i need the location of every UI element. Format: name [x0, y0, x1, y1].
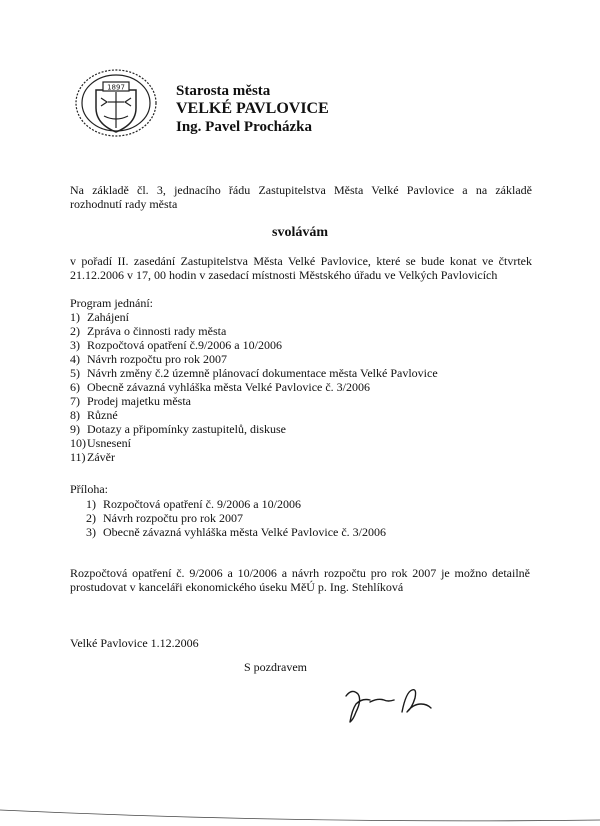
note-line-1: Rozpočtová opatření č. 9/2006 a 10/2006 a návrh rozpočtu pro rok 2007 je možno detailně	[70, 566, 530, 580]
signature	[340, 672, 460, 732]
attachment-item-number: 1)	[86, 497, 96, 511]
program-item-text: Návrh rozpočtu pro rok 2007	[87, 352, 227, 366]
program-item-number: 3)	[70, 338, 80, 352]
program-item	[70, 338, 438, 352]
note-line-2: prostudovat v kanceláři ekonomického úseku MěÚ p. Ing. Stehlíková	[70, 580, 404, 594]
seal-year: 1897	[107, 83, 125, 92]
program-item	[70, 380, 438, 394]
program-item-text: Dotazy a připomínky zastupitelů, diskuse	[87, 422, 286, 436]
program-item-number: 6)	[70, 380, 80, 394]
program-item	[70, 310, 438, 324]
intro-line-2: rozhodnutí rady města	[70, 197, 178, 211]
attachment-item-number: 2)	[86, 511, 96, 525]
scan-edge-line	[0, 790, 600, 826]
program-item-number: 4)	[70, 352, 80, 366]
program-item-number: 1)	[70, 310, 80, 324]
program-item-text: Návrh změny č.2 územně plánovací dokumentace města Velké Pavlovice	[87, 366, 438, 380]
attachment-item-text: Návrh rozpočtu pro rok 2007	[103, 511, 243, 525]
program-item-number: 2)	[70, 324, 80, 338]
attachment-item	[86, 511, 386, 525]
program-heading: Program jednání:	[70, 296, 153, 310]
attachment-item	[86, 497, 386, 511]
program-item-text: Zahájení	[87, 310, 129, 324]
header-mayor-name: Ing. Pavel Procházka	[176, 119, 312, 135]
meeting-line-1: v pořadí II. zasedání Zastupitelstva Města Velké Pavlovice, které se bude konat ve čtvrtek	[70, 254, 532, 268]
header-title: Starosta města	[176, 83, 271, 99]
attachment-heading: Příloha:	[70, 482, 108, 496]
attachment-item-number: 3)	[86, 525, 96, 539]
program-item-text: Různé	[87, 408, 118, 422]
attachment-list	[86, 497, 386, 539]
program-item-number: 8)	[70, 408, 80, 422]
program-list	[70, 310, 438, 464]
greeting: S pozdravem	[244, 660, 307, 674]
attachment-item	[86, 525, 386, 539]
program-item	[70, 366, 438, 380]
letterhead	[176, 82, 329, 136]
program-item	[70, 394, 438, 408]
program-item	[70, 422, 438, 436]
program-item-text: Obecně závazná vyhláška města Velké Pavlovice č. 3/2006	[87, 380, 371, 394]
program-item	[70, 436, 438, 450]
program-item-number: 11)	[70, 450, 86, 464]
program-item-text: Usnesení	[87, 436, 131, 450]
meeting-line-2: 21.12.2006 v 17, 00 hodin v zasedací místnosti Městského úřadu ve Velkých Pavlovicích	[70, 268, 498, 282]
intro-line-1: Na základě čl. 3, jednacího řádu Zastupitelstva Města Velké Pavlovice a na základě	[70, 183, 532, 197]
program-item-text: Zpráva o činnosti rady města	[87, 324, 227, 338]
program-item-number: 7)	[70, 394, 80, 408]
program-item	[70, 408, 438, 422]
intro-paragraph	[70, 183, 532, 211]
program-item-number: 9)	[70, 422, 80, 436]
program-item-text: Rozpočtová opatření č.9/2006 a 10/2006	[87, 338, 282, 352]
program-item	[70, 324, 438, 338]
note-paragraph	[70, 566, 530, 594]
town-seal-logo	[74, 68, 158, 138]
convene-heading: svolávám	[272, 225, 328, 240]
program-item-number: 10)	[70, 436, 86, 450]
attachment-item-text: Rozpočtová opatření č. 9/2006 a 10/2006	[103, 497, 301, 511]
program-item	[70, 352, 438, 366]
place-date: Velké Pavlovice 1.12.2006	[70, 636, 199, 650]
program-item	[70, 450, 438, 464]
meeting-paragraph	[70, 254, 532, 282]
header-town: VELKÉ PAVLOVICE	[176, 100, 329, 117]
program-item-text: Prodej majetku města	[87, 394, 191, 408]
program-item-text: Závěr	[87, 450, 115, 464]
program-item-number: 5)	[70, 366, 80, 380]
attachment-item-text: Obecně závazná vyhláška města Velké Pavlovice č. 3/2006	[103, 525, 387, 539]
